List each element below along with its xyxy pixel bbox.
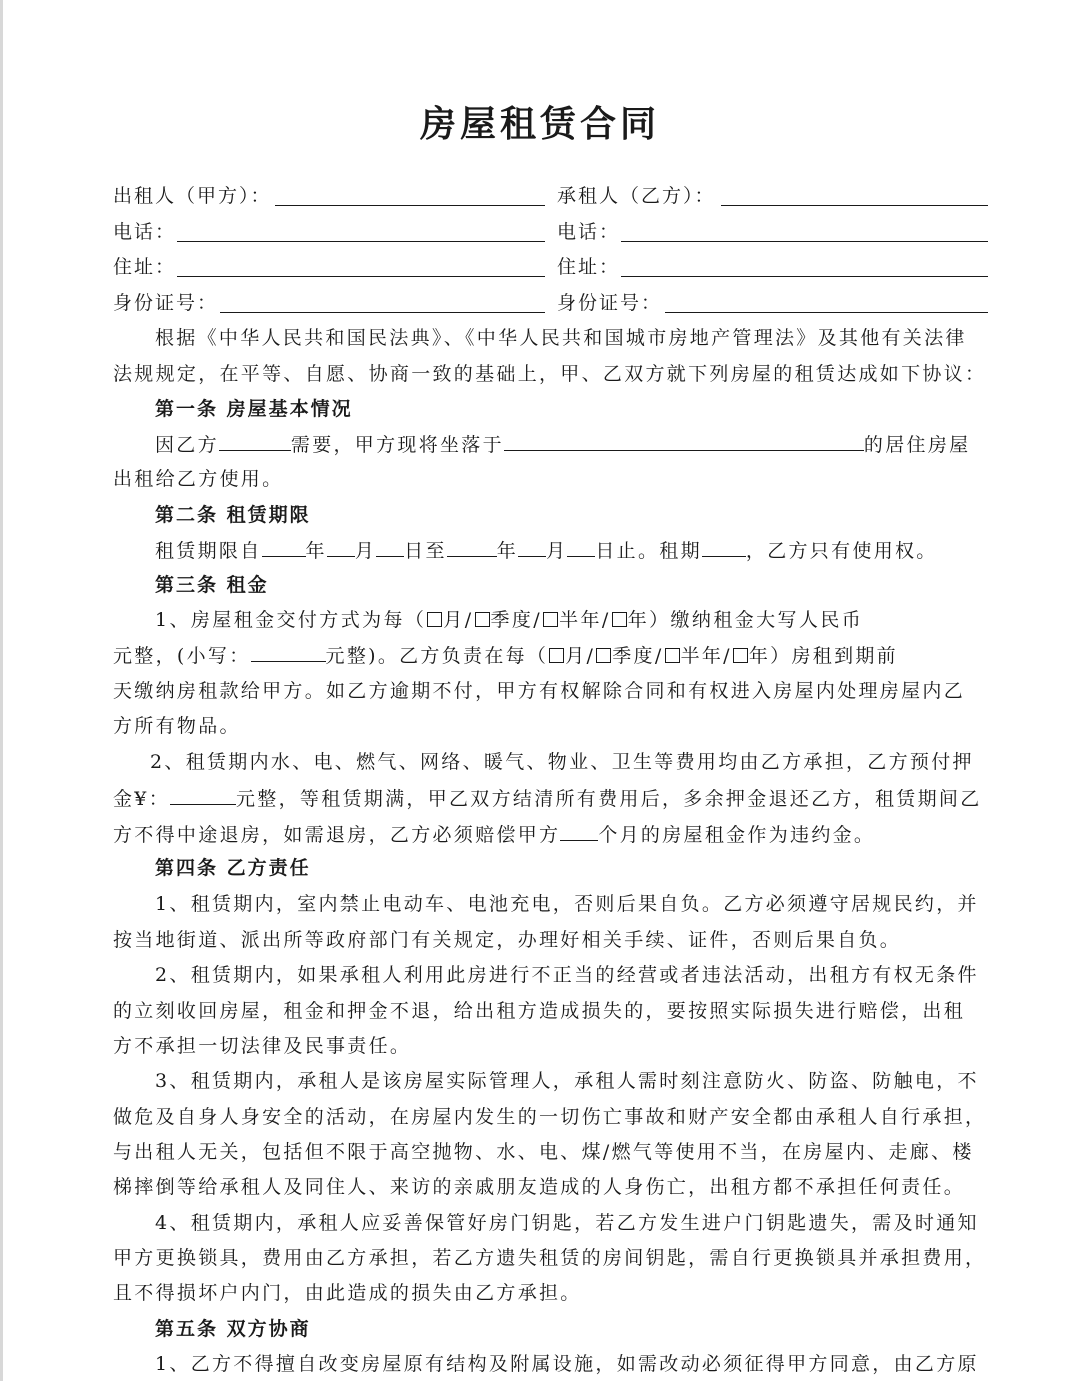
lessee-label: 承租人（乙方）： bbox=[557, 185, 716, 207]
end-day-label: 日止。租期 bbox=[595, 540, 702, 562]
lessee-id-blank[interactable] bbox=[665, 312, 988, 313]
penalty-months-blank[interactable] bbox=[560, 822, 598, 841]
location-blank[interactable] bbox=[504, 432, 864, 451]
end-year-label: 年 bbox=[496, 540, 519, 562]
article-5-p1-line-1: 1、乙方不得擅自改变房屋原有结构及附属设施，如需改动必须征得甲方同意，由乙方原 bbox=[155, 1353, 979, 1375]
lessor-phone-blank[interactable] bbox=[177, 241, 545, 242]
start-year-blank[interactable] bbox=[262, 538, 306, 557]
article-4-p2-line-2: 的立刻收回房屋，租金和押金不退，给出租方造成损失的，要按照实际损失进行赔偿，出租 bbox=[113, 1000, 966, 1022]
start-day-blank[interactable] bbox=[376, 538, 404, 557]
article-3-p2-line-2 bbox=[113, 786, 982, 811]
lessor-blank[interactable] bbox=[275, 205, 545, 206]
article-1-heading: 第一条 房屋基本情况 bbox=[155, 398, 353, 420]
lessee-blank[interactable] bbox=[721, 205, 988, 206]
checkbox-quarter-2[interactable] bbox=[596, 648, 611, 663]
checkbox-year[interactable] bbox=[612, 612, 627, 627]
article-1-text-b: 需要，甲方现将坐落于 bbox=[290, 434, 504, 456]
article-4-p3-line-4: 梯摔倒等给承租人及同住人、来访的亲戚朋友造成的人身伤亡，出租方都不承担任何责任。 bbox=[113, 1176, 966, 1198]
due-text: 元整)。乙方负责在每（ bbox=[325, 645, 549, 667]
lessee-address-label: 住址： bbox=[557, 256, 621, 278]
document-title: 房屋租赁合同 bbox=[419, 103, 660, 145]
penalty-text: 方不得中途退房，如需退房，乙方必须赔偿甲方 bbox=[113, 824, 561, 846]
article-3-heading: 第三条 租金 bbox=[155, 574, 269, 596]
article-4-p4-line-3: 且不得损坏户内门，由此造成的损失由乙方承担。 bbox=[113, 1282, 582, 1304]
article-4-p4-line-2: 甲方更换锁具，费用由乙方承担，若乙方遗失租赁的房间钥匙，需自行更换锁具并承担费用， bbox=[113, 1247, 987, 1269]
article-4-p1-line-2: 按当地街道、派出所等政府部门有关规定，办理好相关手续、证件，否则后果自负。 bbox=[113, 929, 902, 951]
checkbox-month[interactable] bbox=[427, 612, 442, 627]
article-2-heading: 第二条 租赁期限 bbox=[155, 504, 311, 526]
article-3-p1-line-2 bbox=[113, 643, 898, 668]
article-4-p3-line-1: 3、租赁期内，承租人是该房屋实际管理人，承租人需时刻注意防火、防盗、防触电，不 bbox=[155, 1070, 979, 1092]
opt-month-2: 月/ bbox=[565, 645, 596, 667]
article-1-line-1 bbox=[155, 432, 970, 457]
end-month-blank[interactable] bbox=[518, 538, 546, 557]
rent-due-text: 年）房租到期前 bbox=[748, 645, 898, 667]
article-4-p3-line-3: 与出租人无关，包括但不限于高空抛物、水、电、煤/燃气等使用不当，在房屋内、走廊、楼 bbox=[113, 1141, 974, 1163]
article-3-p1-line-1 bbox=[155, 608, 863, 632]
article-4-p3-line-2: 做危及自身人身安全的活动，在房屋内发生的一切伤亡事故和财产安全都由承租人自行承担， bbox=[113, 1106, 987, 1128]
term-from-label: 租赁期限自 bbox=[155, 540, 262, 562]
preamble-line-1: 根据《中华人民共和国民法典》、《中华人民共和国城市房地产管理法》及其他有关法律 bbox=[155, 327, 967, 349]
article-4-p4-line-1: 4、租赁期内，承租人应妥善保管好房门钥匙，若乙方发生进户门钥匙遗失，需及时通知 bbox=[155, 1212, 979, 1234]
lessor-address-blank[interactable] bbox=[177, 276, 545, 277]
lessee-address-blank[interactable] bbox=[621, 276, 988, 277]
checkbox-month-2[interactable] bbox=[549, 648, 564, 663]
article-1-line-2: 出租给乙方使用。 bbox=[113, 468, 284, 490]
opt-quarter: 季度/ bbox=[490, 609, 543, 631]
amount-small-blank[interactable] bbox=[251, 643, 326, 662]
article-1-text-a: 因乙方 bbox=[155, 434, 219, 456]
article-3-p1-line-4: 方所有物品。 bbox=[113, 715, 241, 737]
preamble-line-2: 法规规定，在平等、自愿、协商一致的基础上，甲、乙双方就下列房屋的租赁达成如下协议： bbox=[113, 363, 987, 385]
article-4-p2-line-1: 2、租赁期内，如果承租人利用此房进行不正当的经营或者违法活动，出租方有权无条件 bbox=[155, 964, 979, 986]
lessor-label: 出租人（甲方）： bbox=[113, 185, 272, 207]
term-blank[interactable] bbox=[702, 538, 746, 557]
term-end-text: ，乙方只有使用权。 bbox=[745, 540, 938, 562]
checkbox-year-2[interactable] bbox=[733, 648, 748, 663]
article-4-p1-line-1: 1、租赁期内，室内禁止电动车、电池充电，否则后果自负。乙方必须遵守居规民约，并 bbox=[155, 893, 979, 915]
article-5-heading: 第五条 双方协商 bbox=[155, 1318, 311, 1340]
deposit-label: 金¥： bbox=[113, 788, 170, 810]
article-4-p2-line-3: 方不承担一切法律及民事责任。 bbox=[113, 1035, 412, 1057]
checkbox-half-year[interactable] bbox=[543, 612, 558, 627]
end-year-blank[interactable] bbox=[447, 538, 497, 557]
start-day-label: 日至 bbox=[404, 540, 447, 562]
lessor-phone-label: 电话： bbox=[113, 221, 177, 243]
start-month-label: 月 bbox=[354, 540, 377, 562]
article-3-p1-line-3: 天缴纳房租款给甲方。如乙方逾期不付，甲方有权解除合同和有权进入房屋内处理房屋内乙 bbox=[113, 680, 966, 702]
opt-half-year: 半年/ bbox=[559, 609, 611, 631]
opt-half-year-2: 半年/ bbox=[680, 645, 732, 667]
checkbox-half-year-2[interactable] bbox=[665, 648, 680, 663]
article-3-p2-line-1: 2、租赁期内水、电、燃气、网络、暖气、物业、卫生等费用均由乙方承担，乙方预付押 bbox=[150, 751, 974, 773]
lessee-phone-blank[interactable] bbox=[621, 241, 988, 242]
lessee-phone-label: 电话： bbox=[557, 221, 621, 243]
deposit-text: 元整，等租赁期满，甲乙双方结清所有费用后，多余押金退还乙方，租赁期间乙 bbox=[236, 788, 982, 810]
article-3-p2-line-3 bbox=[113, 822, 875, 847]
article-2-line bbox=[155, 538, 938, 563]
payment-text: 1、房屋租金交付方式为每（ bbox=[155, 609, 427, 631]
opt-month: 月/ bbox=[443, 609, 474, 631]
lessor-address-label: 住址： bbox=[113, 256, 177, 278]
opt-quarter-2: 季度/ bbox=[612, 645, 664, 667]
reason-blank[interactable] bbox=[219, 432, 291, 451]
article-4-heading: 第四条 乙方责任 bbox=[155, 857, 311, 879]
end-day-blank[interactable] bbox=[567, 538, 595, 557]
deposit-blank[interactable] bbox=[170, 786, 236, 805]
start-month-blank[interactable] bbox=[327, 538, 355, 557]
opt-year: 年）缴纳租金大写人民币 bbox=[627, 609, 864, 631]
start-year-label: 年 bbox=[305, 540, 327, 562]
penalty-end-text: 个月的房屋租金作为违约金。 bbox=[598, 824, 876, 846]
article-1-text-c: 的居住房屋 bbox=[863, 434, 971, 456]
checkbox-quarter[interactable] bbox=[475, 612, 490, 627]
lessor-id-blank[interactable] bbox=[220, 312, 545, 313]
amount-text: 元整，(小写： bbox=[113, 645, 251, 667]
end-month-label: 月 bbox=[546, 540, 568, 562]
lessee-id-label: 身份证号： bbox=[557, 292, 663, 314]
lessor-id-label: 身份证号： bbox=[113, 292, 219, 314]
